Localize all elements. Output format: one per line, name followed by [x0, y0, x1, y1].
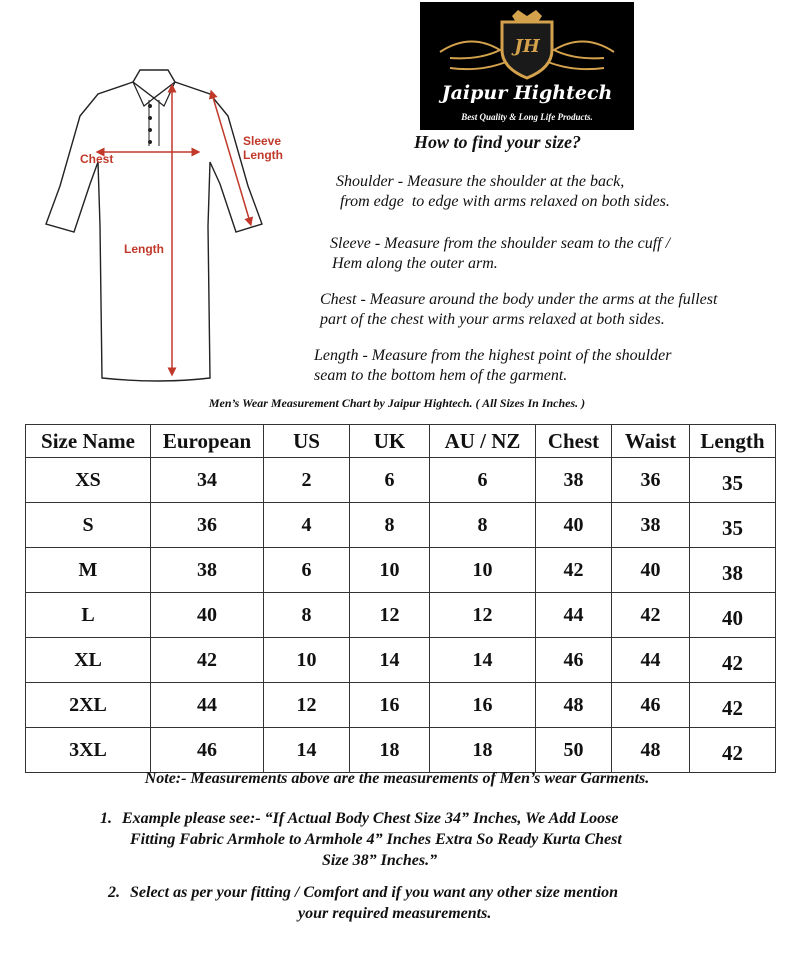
table-cell: 36: [612, 458, 690, 503]
table-cell: 16: [350, 683, 430, 728]
header-us: US: [264, 425, 350, 458]
instruction-length: Length - Measure from the highest point of the shoulder seam to the bottom hem of the garment.: [314, 347, 672, 384]
header-waist: Waist: [612, 425, 690, 458]
header-length: Length: [690, 425, 776, 458]
table-cell: 6: [264, 548, 350, 593]
table-cell: S: [26, 503, 151, 548]
table-cell: 42: [151, 638, 264, 683]
logo-brand-name: Jaipur Hightech: [441, 82, 613, 104]
table-cell: 10: [264, 638, 350, 683]
table-cell: 42: [690, 728, 776, 773]
instruction-chest: Chest - Measure around the body under the arms at the fullest part of the chest with your arms relaxed at both sides.: [320, 291, 718, 328]
table-cell: 12: [264, 683, 350, 728]
list-number: 2.: [108, 884, 120, 901]
table-row: [26, 503, 776, 548]
table-row: [26, 683, 776, 728]
list-number: 1.: [100, 810, 112, 827]
header-chest: Chest: [536, 425, 612, 458]
table-cell: 46: [536, 638, 612, 683]
table-cell: 46: [151, 728, 264, 773]
table-cell: 38: [536, 458, 612, 503]
table-cell: 10: [350, 548, 430, 593]
table-cell: 36: [151, 503, 264, 548]
length-label: Length: [124, 242, 164, 256]
table-cell: 35: [690, 458, 776, 503]
table-cell: 18: [350, 728, 430, 773]
table-row: [26, 593, 776, 638]
table-cell: 44: [151, 683, 264, 728]
table-header-row: [26, 425, 776, 458]
table-cell: 6: [430, 458, 536, 503]
table-cell: XS: [26, 458, 151, 503]
table-cell: 14: [430, 638, 536, 683]
table-cell: 40: [690, 593, 776, 638]
table-cell: 2XL: [26, 683, 151, 728]
how-to-title: How to find your size?: [414, 132, 582, 152]
table-cell: 3XL: [26, 728, 151, 773]
table-cell: 8: [350, 503, 430, 548]
table-cell: 44: [612, 638, 690, 683]
table-cell: 16: [430, 683, 536, 728]
table-cell: 12: [350, 593, 430, 638]
table-cell: M: [26, 548, 151, 593]
table-cell: 35: [690, 503, 776, 548]
table-cell: 6: [350, 458, 430, 503]
table-cell: 42: [690, 683, 776, 728]
table-cell: 42: [612, 593, 690, 638]
note-text: Note:- Measurements above are the measurements of Men’s wear Garments.: [144, 770, 650, 787]
brand-logo: [420, 2, 634, 130]
table-row: [26, 638, 776, 683]
logo-tagline: Best Quality & Long Life Products.: [461, 112, 593, 122]
table-cell: 38: [612, 503, 690, 548]
list-item: 2. Select as per your fitting / Comfort and if you want any other size mention your required measurements.: [108, 884, 619, 922]
table-cell: 42: [536, 548, 612, 593]
table-cell: 48: [612, 728, 690, 773]
table-cell: 48: [536, 683, 612, 728]
table-cell: 50: [536, 728, 612, 773]
header-uk: UK: [350, 425, 430, 458]
table-cell: 38: [151, 548, 264, 593]
table-cell: 10: [430, 548, 536, 593]
table-cell: 12: [430, 593, 536, 638]
sleeve-length-label: Sleeve Length: [243, 134, 283, 162]
chest-label: Chest: [80, 152, 114, 166]
header-european: European: [151, 425, 264, 458]
table-cell: 14: [264, 728, 350, 773]
table-cell: 40: [612, 548, 690, 593]
table-cell: 8: [264, 593, 350, 638]
chart-caption: Men’s Wear Measurement Chart by Jaipur Hightech. ( All Sizes In Inches. ): [208, 396, 586, 410]
logo-crest-icon: [420, 2, 634, 130]
header-size-name: Size Name: [26, 425, 151, 458]
size-chart-table: [25, 424, 776, 773]
table-cell: 40: [151, 593, 264, 638]
table-row: [26, 548, 776, 593]
table-cell: 4: [264, 503, 350, 548]
table-cell: L: [26, 593, 151, 638]
table-cell: XL: [26, 638, 151, 683]
list-item: 1. Example please see:- “If Actual Body Chest Size 34” Inches, We Add Loose Fitting Fabric Armhole to Armhole 4” Inches Extra So Ready Kurta Chest Size 38” Inches.”: [100, 810, 622, 869]
header-au-nz: AU / NZ: [430, 425, 536, 458]
table-cell: 8: [430, 503, 536, 548]
kurta-measurement-diagram: [40, 66, 300, 386]
table-row: [26, 458, 776, 503]
table-cell: 14: [350, 638, 430, 683]
table-cell: 42: [690, 638, 776, 683]
table-row: [26, 728, 776, 773]
table-cell: 18: [430, 728, 536, 773]
instruction-sleeve: Sleeve - Measure from the shoulder seam to the cuff / Hem along the outer arm.: [330, 235, 671, 272]
logo-monogram: JH: [514, 36, 540, 57]
table-cell: 34: [151, 458, 264, 503]
table-cell: 2: [264, 458, 350, 503]
table-cell: 44: [536, 593, 612, 638]
table-cell: 40: [536, 503, 612, 548]
instruction-shoulder: Shoulder - Measure the shoulder at the back, from edge to edge with arms relaxed on both sides.: [336, 173, 670, 210]
garment-outline: [46, 82, 262, 381]
table-cell: 38: [690, 548, 776, 593]
table-cell: 46: [612, 683, 690, 728]
